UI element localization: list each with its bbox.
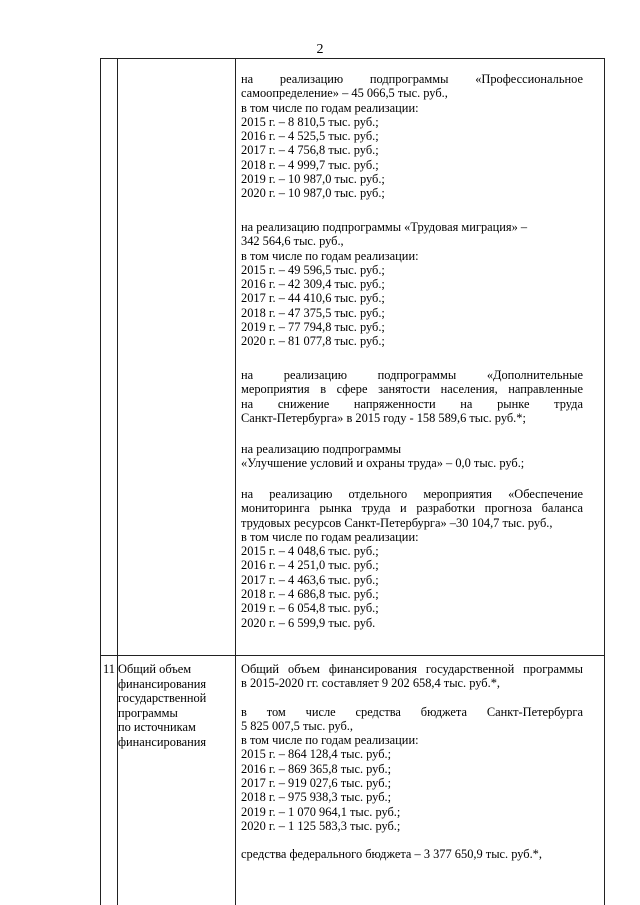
dop-line-3: на снижение напряженности на рынке труда (241, 396, 583, 411)
prof-line-1: на реализацию подпрограммы «Профессиональное (241, 72, 583, 86)
mon-year-2015: 2015 г. – 4 048,6 тыс. руб.; (241, 544, 379, 559)
migr-year-2020: 2020 г. – 81 077,8 тыс. руб.; (241, 334, 385, 349)
spb-year-2017: 2017 г. – 919 027,6 тыс. руб.; (241, 776, 392, 791)
block-labor-migration (241, 220, 527, 349)
migr-year-2018: 2018 г. – 47 375,5 тыс. руб.; (241, 305, 385, 320)
spb-year-2015: 2015 г. – 864 128,4 тыс. руб.; (241, 747, 392, 762)
dop-line-2: мероприятия в сфере занятости населения, направленные (241, 382, 583, 397)
mon-year-2018: 2018 г. – 4 686,8 тыс. руб.; (241, 587, 379, 602)
mon-by-years-label: в том числе по годам реализации: (241, 529, 419, 544)
table-column-divider-2 (235, 58, 236, 905)
total-line-1: Общий объем финансирования государственной программы (241, 662, 583, 676)
mon-year-2020: 2020 г. – 6 599,9 тыс. руб. (241, 615, 376, 630)
prof-year-2016: 2016 г. – 4 525,5 тыс. руб.; (241, 129, 379, 144)
spacer (241, 833, 583, 847)
dop-total: Санкт-Петербурга» в 2015 году - 158 589,6 тыс. руб.*; (241, 410, 526, 425)
prof-total: самоопределение» – 45 066,5 тыс. руб., (241, 86, 448, 101)
row-separator (100, 655, 604, 656)
usl-total: «Улучшение условий и охраны труда» – 0,0 тыс. руб.; (241, 456, 525, 471)
migr-by-years-label: в том числе по годам реализации: (241, 248, 419, 263)
spb-by-years-label: в том числе по годам реализации: (241, 733, 419, 748)
prof-year-2017: 2017 г. – 4 756,8 тыс. руб.; (241, 143, 379, 158)
prof-year-2015: 2015 г. – 8 810,5 тыс. руб.; (241, 114, 379, 129)
migr-year-2016: 2016 г. – 42 309,4 тыс. руб.; (241, 277, 385, 292)
table-border-right (604, 58, 605, 905)
migr-line-1: на реализацию подпрограммы «Трудовая миграция» – (241, 220, 528, 234)
block-additional-measures (241, 368, 583, 425)
mon-year-2016: 2016 г. – 4 251,0 тыс. руб.; (241, 558, 379, 573)
table-border-left (100, 58, 101, 905)
row-11-label: Общий объем финансирования государственной программы по источникам финансирования (118, 662, 207, 749)
migr-total: 342 564,6 тыс. руб., (241, 234, 344, 249)
spb-year-2018: 2018 г. – 975 938,3 тыс. руб.; (241, 790, 392, 805)
federal-budget: средства федерального бюджета – 3 377 650,9 тыс. руб.*, (241, 847, 542, 862)
row-number: 11 (103, 662, 115, 676)
spb-year-2020: 2020 г. – 1 125 583,3 тыс. руб.; (241, 818, 401, 833)
block-labor-market-monitoring (241, 487, 583, 630)
dop-line-1: на реализацию подпрограммы «Дополнительные (241, 368, 583, 382)
spb-amount: 5 825 007,5 тыс. руб., (241, 718, 353, 733)
migr-year-2015: 2015 г. – 49 596,5 тыс. руб.; (241, 262, 385, 277)
spb-year-2016: 2016 г. – 869 365,8 тыс. руб.; (241, 761, 392, 776)
usl-line-1: на реализацию подпрограммы (241, 442, 402, 456)
row-11-content (241, 662, 583, 862)
spb-line-1: в том числе средства бюджета Санкт-Петербурга (241, 704, 583, 719)
migr-year-2017: 2017 г. – 44 410,6 тыс. руб.; (241, 291, 385, 306)
migr-year-2019: 2019 г. – 77 794,8 тыс. руб.; (241, 320, 385, 335)
mon-line-2: мониторинга рынка труда и разработки прогноза баланса (241, 501, 583, 516)
total-amount: в 2015-2020 гг. составляет 9 202 658,4 тыс. руб.*, (241, 676, 500, 691)
prof-year-2018: 2018 г. – 4 999,7 тыс. руб.; (241, 157, 379, 172)
mon-year-2019: 2019 г. – 6 054,8 тыс. руб.; (241, 601, 379, 616)
spacer (241, 691, 583, 705)
prof-by-years-label: в том числе по годам реализации: (241, 100, 419, 115)
table-top-border (100, 58, 604, 59)
mon-total: трудовых ресурсов Санкт-Петербурга» –30 104,7 тыс. руб., (241, 515, 553, 530)
table-column-divider-1 (117, 58, 118, 905)
prof-year-2020: 2020 г. – 10 987,0 тыс. руб.; (241, 186, 385, 201)
page-number: 2 (316, 42, 324, 57)
spb-year-2019: 2019 г. – 1 070 964,1 тыс. руб.; (241, 804, 401, 819)
mon-year-2017: 2017 г. – 4 463,6 тыс. руб.; (241, 572, 379, 587)
mon-line-1: на реализацию отдельного мероприятия «Обеспечение (241, 487, 583, 501)
block-prof-self-determination (241, 72, 583, 201)
block-labor-safety (241, 442, 524, 471)
prof-year-2019: 2019 г. – 10 987,0 тыс. руб.; (241, 172, 385, 187)
